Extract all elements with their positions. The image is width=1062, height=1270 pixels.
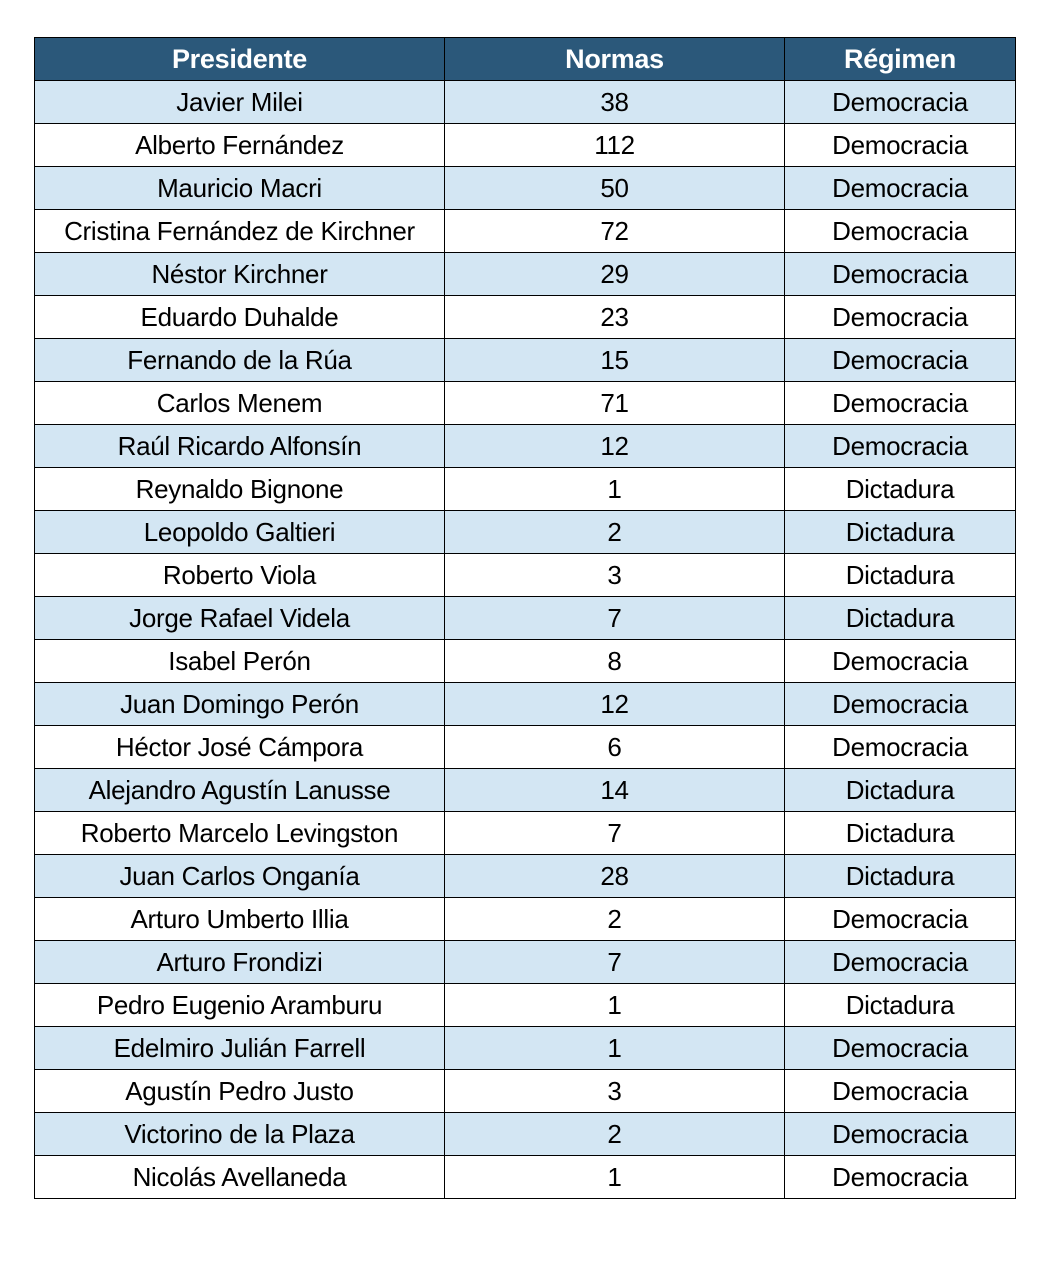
table-row: [35, 210, 1016, 253]
cell-regimen: Democracia: [785, 640, 1016, 683]
cell-regimen: Democracia: [785, 898, 1016, 941]
cell-presidente: Arturo Umberto Illia: [35, 898, 445, 941]
cell-normas: 6: [445, 726, 785, 769]
cell-presidente: Néstor Kirchner: [35, 253, 445, 296]
cell-regimen: Dictadura: [785, 468, 1016, 511]
table-row: [35, 769, 1016, 812]
cell-regimen: Democracia: [785, 425, 1016, 468]
cell-regimen: Democracia: [785, 1070, 1016, 1113]
cell-normas: 50: [445, 167, 785, 210]
table-row: [35, 941, 1016, 984]
cell-normas: 12: [445, 683, 785, 726]
cell-regimen: Democracia: [785, 339, 1016, 382]
cell-regimen: Dictadura: [785, 597, 1016, 640]
cell-normas: 1: [445, 1027, 785, 1070]
cell-normas: 72: [445, 210, 785, 253]
table-row: [35, 124, 1016, 167]
table-row: [35, 984, 1016, 1027]
header-row: [35, 38, 1016, 81]
cell-presidente: Nicolás Avellaneda: [35, 1156, 445, 1199]
table-row: [35, 253, 1016, 296]
table-row: [35, 425, 1016, 468]
cell-normas: 7: [445, 812, 785, 855]
header-presidente: Presidente: [35, 38, 445, 81]
cell-presidente: Juan Domingo Perón: [35, 683, 445, 726]
table-header: [35, 38, 1016, 81]
presidents-table: [34, 37, 1016, 1199]
cell-regimen: Dictadura: [785, 554, 1016, 597]
cell-regimen: Democracia: [785, 124, 1016, 167]
cell-normas: 23: [445, 296, 785, 339]
cell-regimen: Democracia: [785, 167, 1016, 210]
cell-presidente: Victorino de la Plaza: [35, 1113, 445, 1156]
table-row: [35, 1027, 1016, 1070]
cell-normas: 2: [445, 511, 785, 554]
cell-regimen: Dictadura: [785, 984, 1016, 1027]
cell-normas: 1: [445, 1156, 785, 1199]
cell-presidente: Alberto Fernández: [35, 124, 445, 167]
cell-normas: 2: [445, 1113, 785, 1156]
cell-normas: 71: [445, 382, 785, 425]
table-row: [35, 1156, 1016, 1199]
cell-presidente: Arturo Frondizi: [35, 941, 445, 984]
cell-presidente: Eduardo Duhalde: [35, 296, 445, 339]
cell-presidente: Pedro Eugenio Aramburu: [35, 984, 445, 1027]
cell-normas: 3: [445, 1070, 785, 1113]
cell-presidente: Raúl Ricardo Alfonsín: [35, 425, 445, 468]
cell-normas: 112: [445, 124, 785, 167]
cell-presidente: Roberto Viola: [35, 554, 445, 597]
cell-normas: 28: [445, 855, 785, 898]
cell-regimen: Democracia: [785, 81, 1016, 124]
table-row: [35, 726, 1016, 769]
table-row: [35, 339, 1016, 382]
cell-normas: 7: [445, 941, 785, 984]
cell-regimen: Democracia: [785, 296, 1016, 339]
cell-normas: 14: [445, 769, 785, 812]
cell-presidente: Leopoldo Galtieri: [35, 511, 445, 554]
cell-normas: 1: [445, 984, 785, 1027]
table-body: [35, 81, 1016, 1199]
cell-presidente: Isabel Perón: [35, 640, 445, 683]
cell-normas: 15: [445, 339, 785, 382]
header-normas: Normas: [445, 38, 785, 81]
cell-normas: 12: [445, 425, 785, 468]
cell-regimen: Democracia: [785, 1156, 1016, 1199]
table-row: [35, 1070, 1016, 1113]
cell-presidente: Alejandro Agustín Lanusse: [35, 769, 445, 812]
header-regimen: Régimen: [785, 38, 1016, 81]
cell-presidente: Fernando de la Rúa: [35, 339, 445, 382]
cell-normas: 8: [445, 640, 785, 683]
table-row: [35, 855, 1016, 898]
cell-presidente: Mauricio Macri: [35, 167, 445, 210]
table-row: [35, 640, 1016, 683]
cell-regimen: Democracia: [785, 1027, 1016, 1070]
cell-normas: 7: [445, 597, 785, 640]
cell-normas: 3: [445, 554, 785, 597]
cell-presidente: Roberto Marcelo Levingston: [35, 812, 445, 855]
cell-presidente: Edelmiro Julián Farrell: [35, 1027, 445, 1070]
cell-presidente: Agustín Pedro Justo: [35, 1070, 445, 1113]
cell-regimen: Democracia: [785, 253, 1016, 296]
cell-normas: 2: [445, 898, 785, 941]
cell-regimen: Dictadura: [785, 511, 1016, 554]
table-row: [35, 296, 1016, 339]
table-row: [35, 812, 1016, 855]
cell-presidente: Jorge Rafael Videla: [35, 597, 445, 640]
cell-presidente: Héctor José Cámpora: [35, 726, 445, 769]
table-row: [35, 683, 1016, 726]
table-row: [35, 597, 1016, 640]
table-row: [35, 167, 1016, 210]
table-row: [35, 468, 1016, 511]
cell-regimen: Democracia: [785, 1113, 1016, 1156]
table-row: [35, 511, 1016, 554]
cell-presidente: Carlos Menem: [35, 382, 445, 425]
cell-presidente: Javier Milei: [35, 81, 445, 124]
cell-normas: 1: [445, 468, 785, 511]
cell-normas: 29: [445, 253, 785, 296]
cell-presidente: Juan Carlos Onganía: [35, 855, 445, 898]
cell-regimen: Dictadura: [785, 812, 1016, 855]
cell-presidente: Cristina Fernández de Kirchner: [35, 210, 445, 253]
cell-regimen: Democracia: [785, 941, 1016, 984]
cell-presidente: Reynaldo Bignone: [35, 468, 445, 511]
cell-regimen: Democracia: [785, 683, 1016, 726]
table-row: [35, 554, 1016, 597]
table-row: [35, 382, 1016, 425]
cell-normas: 38: [445, 81, 785, 124]
cell-regimen: Democracia: [785, 726, 1016, 769]
cell-regimen: Dictadura: [785, 769, 1016, 812]
cell-regimen: Democracia: [785, 210, 1016, 253]
table-row: [35, 81, 1016, 124]
table-row: [35, 1113, 1016, 1156]
cell-regimen: Democracia: [785, 382, 1016, 425]
cell-regimen: Dictadura: [785, 855, 1016, 898]
table-row: [35, 898, 1016, 941]
